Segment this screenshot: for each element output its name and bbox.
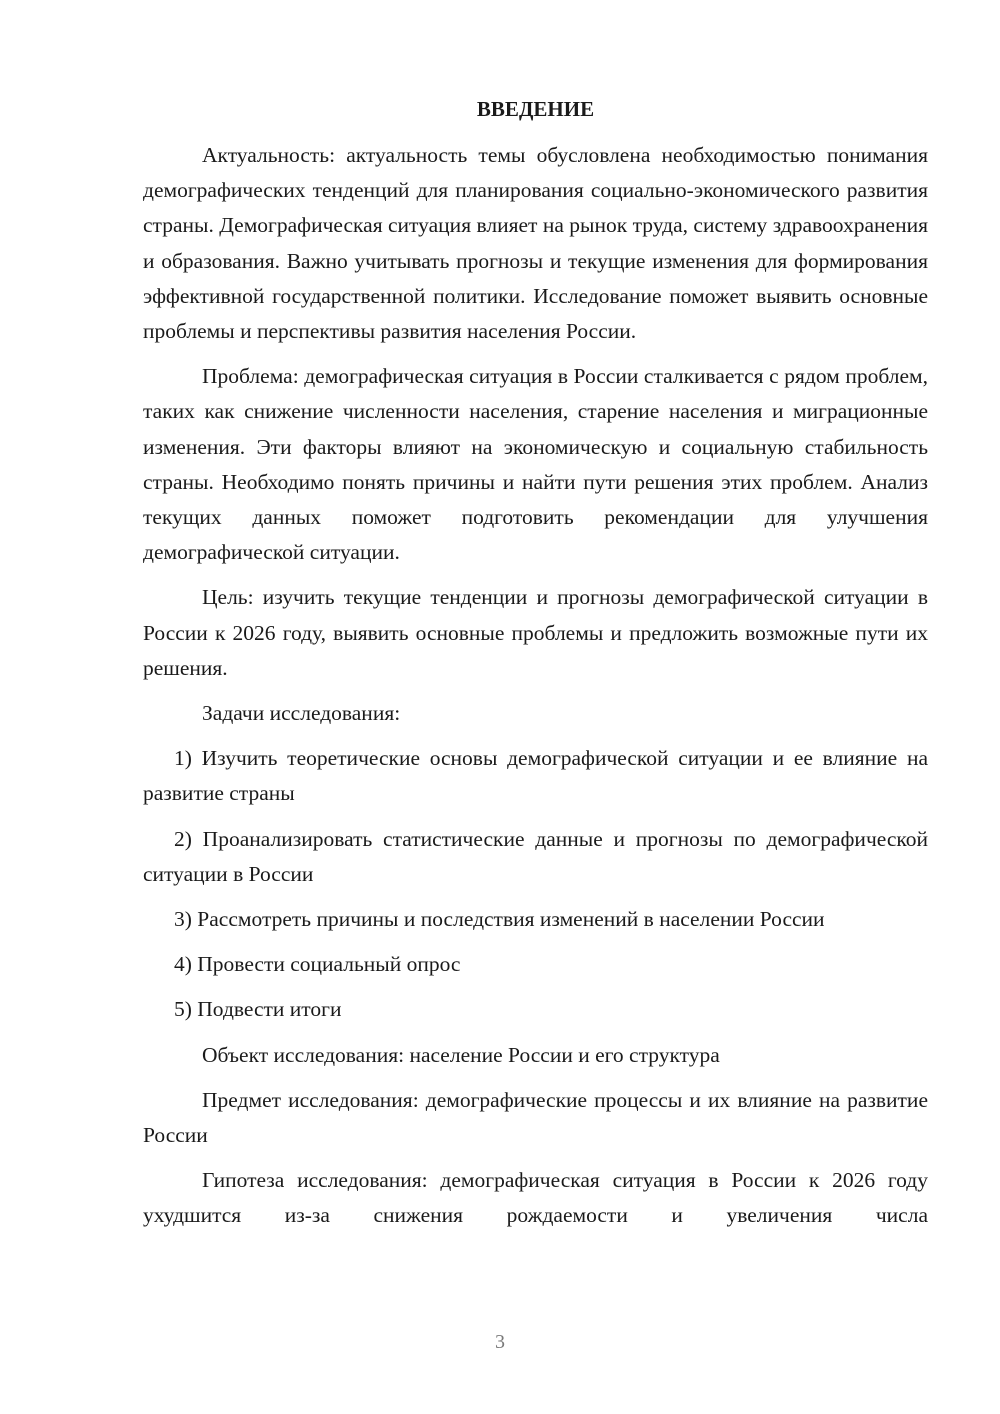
document-page [143,92,928,1244]
task-item-1: 1) Изучить теоретические основы демографической ситуации и ее влияние на развитие страны [143,746,928,806]
paragraph-object: Объект исследования: население России и его структура [202,1042,720,1067]
paragraph-problem: Проблема: демографическая ситуация в России сталкивается с рядом проблем, таких как снижение численности населения, старение населения и миграционные изменения. Эти факторы влияют на экономическую и социальную стабильность страны. Необходимо понять причины и найти пути решения этих проблем. Анализ текущих данных поможет подготовить рекомендации для улучшения демографической ситуации. [143,364,928,565]
task-item-5: 5) Подвести итоги [174,997,342,1022]
page-number: 3 [495,1331,505,1353]
task-item-3: 3) Рассмотреть причины и последствия изменений в населении России [174,907,825,932]
paragraph-subject: Предмет исследования: демографические процессы и их влияние на развитие России [143,1087,928,1148]
paragraph-goal: Цель: изучить текущие тенденции и прогнозы демографической ситуации в России к 2026 году, выявить основные проблемы и предложить возможные пути их решения. [143,585,928,680]
paragraph-relevance: Актуальность: актуальность темы обусловлена необходимостью понимания демографических тенденций для планирования социально-экономического развития страны. Демографическая ситуация влияет на рынок труда, систему здравоохранения и образования. Важно учитывать прогнозы и текущие изменения для формирования эффективной государственной политики. Исследование поможет выявить основные проблемы и перспективы развития населения России. [143,143,928,344]
paragraph-hypothesis: Гипотеза исследования: демографическая ситуация в России к 2026 году ухудшится из-за снижения рождаемости и увеличения числа [143,1168,928,1228]
section-heading: ВВЕДЕНИЕ [476,97,595,121]
task-item-2: 2) Проанализировать статистические данные и прогнозы по демографической ситуации в России [143,826,928,886]
tasks-title: Задачи исследования: [202,701,401,726]
task-item-4: 4) Провести социальный опрос [174,952,461,977]
